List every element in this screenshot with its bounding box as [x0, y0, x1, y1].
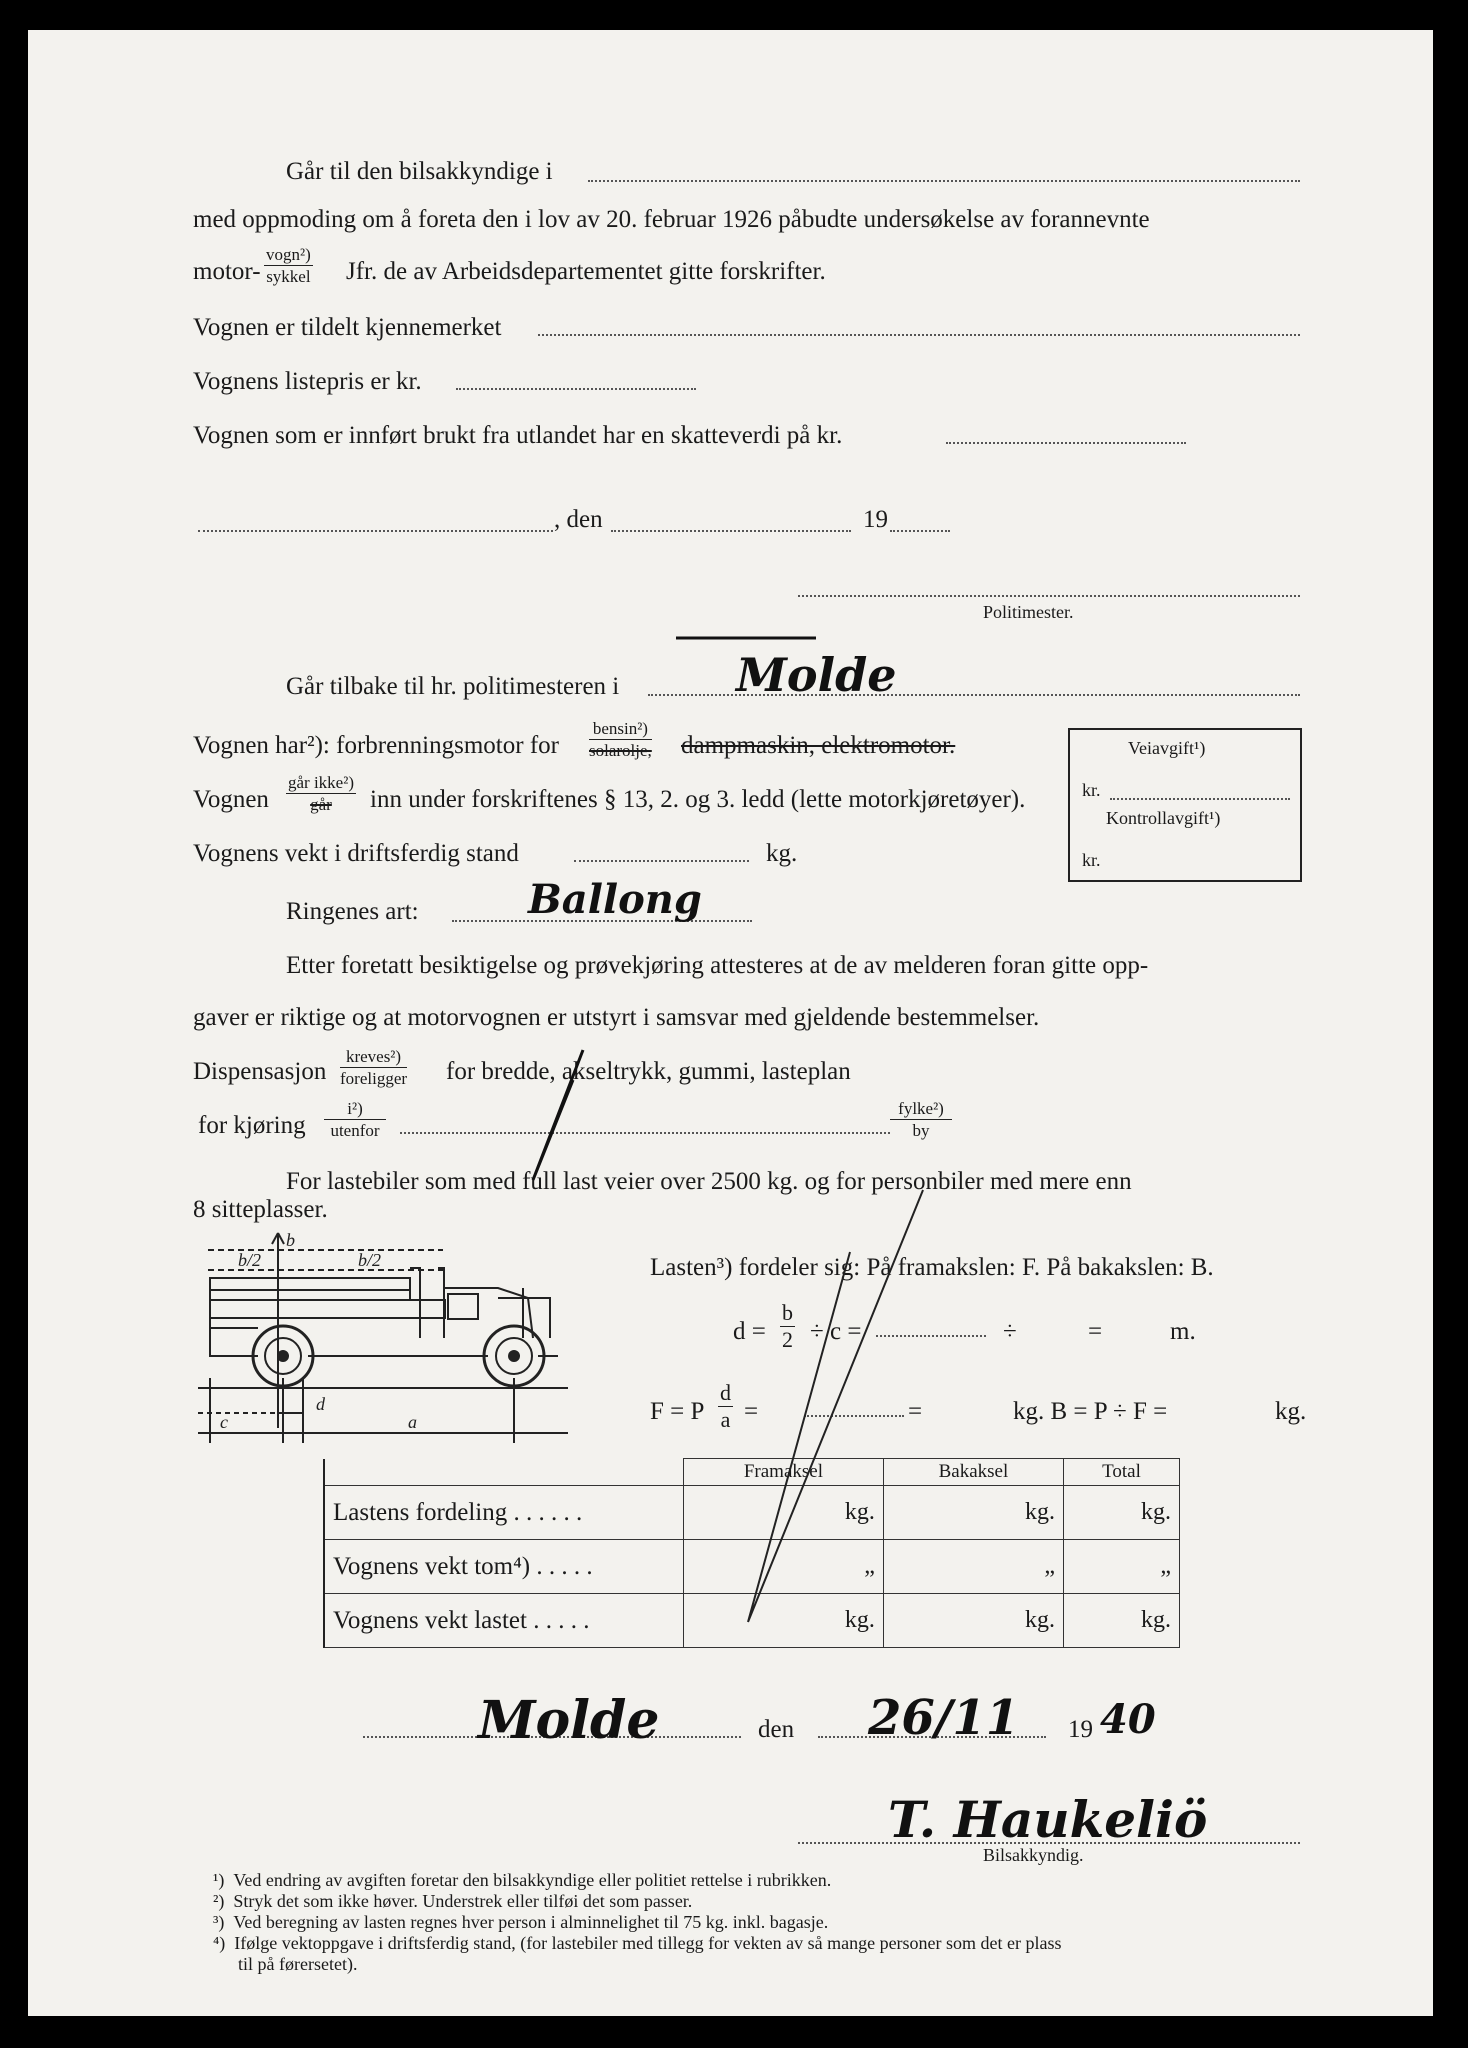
gar-option: går: [310, 795, 332, 814]
formula-f-eq: =: [744, 1398, 759, 1425]
footnote-mark: ³): [213, 1912, 225, 1932]
signature-place-handwritten: Molde: [478, 1690, 660, 1751]
table-cell[interactable]: kg.: [684, 1486, 884, 1540]
dim-d-label: d: [316, 1394, 325, 1414]
table-cell[interactable]: „: [1064, 1540, 1180, 1594]
footnote: [213, 1870, 1062, 1891]
formula-d-rest: ÷ c =: [810, 1318, 862, 1345]
road-fee-kr: kr.: [1082, 780, 1101, 800]
formula-eq-sign: =: [1088, 1318, 1103, 1345]
row-label: Lastens fordeling . . . . . .: [324, 1486, 684, 1540]
police-chief-label: Politimester.: [983, 602, 1074, 622]
footnote: [213, 1912, 1062, 1933]
row-label: Vognens vekt tom⁴) . . . . .: [324, 1540, 684, 1594]
lorry-text-2: 8 sitteplasser.: [193, 1196, 328, 1223]
dim-c-label: c: [220, 1412, 228, 1432]
footnote-mark: ¹): [213, 1870, 225, 1890]
dispensation-label: Dispensasjon: [193, 1058, 327, 1085]
motor-prefix: motor-: [193, 258, 261, 285]
list-price-label: Vognens listepris er kr.: [193, 368, 422, 395]
table-cell[interactable]: kg.: [883, 1486, 1063, 1540]
attest-line-2: gaver er riktige og at motorvognen er utstyrt i samsvar med gjeldende bestemmelser.: [193, 1004, 1040, 1031]
formula-b-text: kg. B = P ÷ F =: [1013, 1398, 1168, 1425]
dim-b-label: b: [286, 1230, 295, 1250]
request-text: med oppmoding om å foreta den i lov av 20. februar 1926 påbudte undersøkelse av forannevnte: [193, 206, 1150, 233]
regulations-text: Jfr. de av Arbeidsdepartementet gitte forskrifter.: [346, 258, 826, 285]
weight-label: Vognens vekt i driftsferdig stand: [193, 840, 519, 867]
table-cell[interactable]: kg.: [883, 1594, 1063, 1648]
pen-strokes: [28, 30, 1433, 2016]
forwarded-to-label: Går til den bilsakkyndige i: [286, 158, 553, 185]
formula-f-den: a: [720, 1407, 731, 1432]
table-cell[interactable]: „: [883, 1540, 1063, 1594]
row-label: Vognens vekt lastet . . . . .: [324, 1594, 684, 1648]
signature-date-handwritten: 26/11: [868, 1690, 1020, 1746]
signature-den-label: den: [758, 1716, 795, 1743]
tire-type-handwritten: Ballong: [528, 876, 702, 923]
footnote-mark: ⁴): [213, 1933, 226, 1953]
formula-f-num: d: [720, 1380, 731, 1405]
col-header-rear-axle: Bakaksel: [883, 1459, 1063, 1486]
vogn-option: vogn²): [266, 245, 311, 264]
footnote-mark: ²): [213, 1891, 225, 1911]
fylke-option: fylke²): [890, 1100, 952, 1120]
formula-f-eq2: =: [908, 1398, 923, 1425]
footnote-text: til på førersetet).: [238, 1954, 358, 1974]
driving-label: for kjøring: [198, 1112, 306, 1139]
year-prefix: 19: [863, 506, 888, 533]
by-option: by: [912, 1121, 930, 1140]
formula-kg-unit: kg.: [1275, 1398, 1307, 1425]
dim-b-half-left-label: b/2: [238, 1250, 262, 1270]
motor-type-label: Vognen har²): forbrenningsmotor for: [193, 732, 559, 759]
table-cell[interactable]: „: [684, 1540, 884, 1594]
attest-line-1: Etter foretatt besiktigelse og prøvekjøring attesteres at de av melderen foran gitte opp-: [286, 952, 1149, 979]
table-cell[interactable]: kg.: [684, 1594, 884, 1648]
gar-ikke-option: går ikke²): [288, 773, 354, 792]
formula-f-left: F = P: [650, 1398, 705, 1425]
footnote: [213, 1891, 1062, 1912]
signature-year-prefix: 19: [1068, 1716, 1093, 1743]
other-motor-types: dampmaskin, elektromotor.: [681, 732, 956, 759]
formula-d-num: b: [782, 1300, 793, 1325]
control-fee-label: Kontrollavgift¹): [1106, 808, 1221, 828]
return-location-handwritten: Molde: [736, 648, 897, 702]
control-fee-kr: kr.: [1082, 850, 1101, 870]
bensin-option: bensin²): [589, 720, 652, 740]
expert-role-label: Bilsakkyndig.: [983, 1845, 1084, 1865]
utenfor-option: utenfor: [330, 1121, 380, 1140]
formula-d-left: d =: [733, 1318, 766, 1345]
vehicle-label: Vognen: [193, 786, 269, 813]
footnote-text: Stryk det som ikke høver. Understrek eller tilføi det som passer.: [233, 1891, 693, 1911]
footnote-text: Ifølge vektoppgave i driftsferdig stand, (for lastebiler med tillegg for vekten av så mange personer som det er plass: [234, 1933, 1062, 1953]
formula-m-unit: m.: [1170, 1318, 1196, 1345]
weight-unit: kg.: [766, 840, 798, 867]
formula-div-sign: ÷: [1003, 1318, 1017, 1345]
lorry-text-1: For lastebiler som med full last veier over 2500 kg. og for personbiler med mere enn: [286, 1168, 1132, 1195]
load-distribution-text: Lasten³) fordeler sig: På framakslen: F. På bakakslen: B.: [650, 1254, 1214, 1281]
return-label: Går tilbake til hr. politimesteren i: [286, 673, 620, 700]
solarolje-option: solarolje,: [589, 741, 652, 760]
regulation-section-text: inn under forskriftenes § 13, 2. og 3. ledd (lette motorkjøretøyer).: [370, 786, 1026, 813]
formula-d-den: 2: [782, 1327, 793, 1352]
foreligger-option: foreligger: [340, 1069, 408, 1088]
col-header-total: Total: [1064, 1459, 1180, 1486]
col-header-front-axle: Framaksel: [684, 1459, 884, 1486]
footnotes: [213, 1870, 1062, 1975]
table-cell[interactable]: kg.: [1064, 1486, 1180, 1540]
road-fee-label: Veiavgift¹): [1128, 738, 1206, 758]
dispensation-items: for bredde, akseltrykk, gummi, lasteplan: [446, 1058, 851, 1085]
dim-a-label: a: [408, 1412, 417, 1432]
sykkel-option: sykkel: [266, 267, 311, 286]
footnote: [213, 1933, 1062, 1954]
tire-type-label: Ringenes art:: [286, 898, 419, 925]
tax-value-label: Vognen som er innført brukt fra utlandet har en skatteverdi på kr.: [193, 422, 843, 449]
footnote: [213, 1954, 1062, 1975]
registration-label: Vognen er tildelt kjennemerket: [193, 314, 502, 341]
dim-b-half-right-label: b/2: [358, 1250, 382, 1270]
signature-year-handwritten: 40: [1100, 1696, 1156, 1743]
i-option: i²): [324, 1100, 386, 1120]
footnote-text: Ved endring av avgiften foretar den bilsakkyndige eller politiet rettelse i rubrikken.: [233, 1870, 832, 1890]
form-page: [28, 30, 1433, 2016]
kreves-option: kreves²): [340, 1048, 407, 1068]
date-den-label: , den: [554, 506, 603, 533]
table-cell[interactable]: kg.: [1064, 1594, 1180, 1648]
expert-signature: T. Haukeliö: [888, 1790, 1208, 1849]
footnote-text: Ved beregning av lasten regnes hver person i alminnelighet til 75 kg. inkl. bagasje.: [233, 1912, 829, 1932]
